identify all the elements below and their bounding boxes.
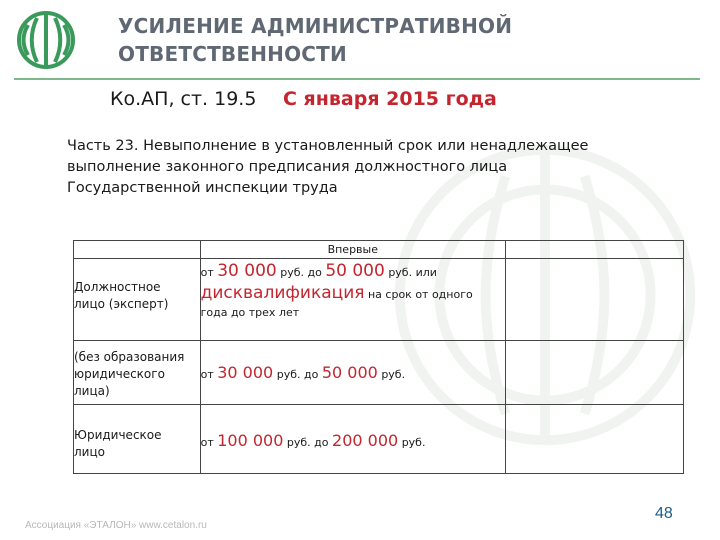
page-title-line1: УСИЛЕНИЕ АДМИНИСТРАТИВНОЙ [118, 14, 513, 38]
subject-cell [74, 259, 201, 341]
penalty-cell [200, 405, 505, 474]
table-row [74, 405, 684, 474]
page-title-line2: ОТВЕТСТВЕННОСТИ [118, 42, 347, 66]
table-header-row [74, 241, 684, 259]
min-amount: 30 000 [217, 363, 274, 382]
subject-cell [74, 405, 201, 474]
subject-line: лицо (эксперт) [74, 297, 169, 311]
table-header-empty-right [505, 241, 683, 259]
table-header-first-time: Впервые [200, 241, 505, 259]
max-amount: 50 000 [321, 363, 378, 382]
effective-date: С января 2015 года [283, 88, 497, 110]
violation-description [67, 136, 697, 199]
footer-org-text: Ассоциация «ЭТАЛОН» www.cetalon.ru [25, 520, 207, 531]
page-title [118, 12, 512, 68]
from-word: от [200, 436, 214, 449]
subject-line: Должностное [74, 280, 161, 294]
subject-line: Юридическое [74, 428, 162, 442]
penalty-cell [200, 341, 505, 405]
empty-cell [505, 259, 683, 341]
empty-cell [505, 405, 683, 474]
max-amount: 50 000 [325, 261, 385, 281]
max-unit: руб. [401, 436, 426, 449]
empty-cell [505, 341, 683, 405]
from-word: от [200, 266, 214, 279]
subject-line: лица) [74, 384, 110, 398]
page-number: 48 [655, 505, 673, 522]
max-amount: 200 000 [332, 431, 399, 450]
subject-cell [74, 341, 201, 405]
table-row [74, 259, 684, 341]
min-unit: руб. до [280, 266, 322, 279]
description-line3: Государственной инспекции труда [67, 180, 338, 196]
subject-line: юридического [74, 367, 165, 381]
table-row [74, 341, 684, 405]
subject-line: (без образования [74, 350, 185, 364]
extra-term-a: на срок от одного [367, 288, 473, 301]
law-reference: Ко.АП, ст. 19.5 [110, 88, 257, 110]
min-unit: руб. до [286, 436, 329, 449]
subject-line: лицо [74, 445, 105, 459]
from-word: от [200, 368, 214, 381]
extra-penalty: дисквалификация [200, 283, 365, 303]
etalon-logo-icon [14, 8, 78, 72]
title-divider [14, 78, 700, 80]
min-unit: руб. до [276, 368, 319, 381]
description-line2: выполнение законного предписания должностного лица [67, 159, 508, 175]
max-unit: руб. или [388, 266, 437, 279]
max-unit: руб. [381, 368, 406, 381]
table-header-empty [74, 241, 201, 259]
min-amount: 30 000 [217, 261, 277, 281]
min-amount: 100 000 [217, 431, 284, 450]
penalty-table [73, 240, 684, 474]
extra-term-b: года до трех лет [200, 306, 300, 319]
penalty-cell [200, 259, 505, 341]
description-line1: Часть 23. Невыполнение в установленный срок или ненадлежащее [67, 138, 589, 154]
